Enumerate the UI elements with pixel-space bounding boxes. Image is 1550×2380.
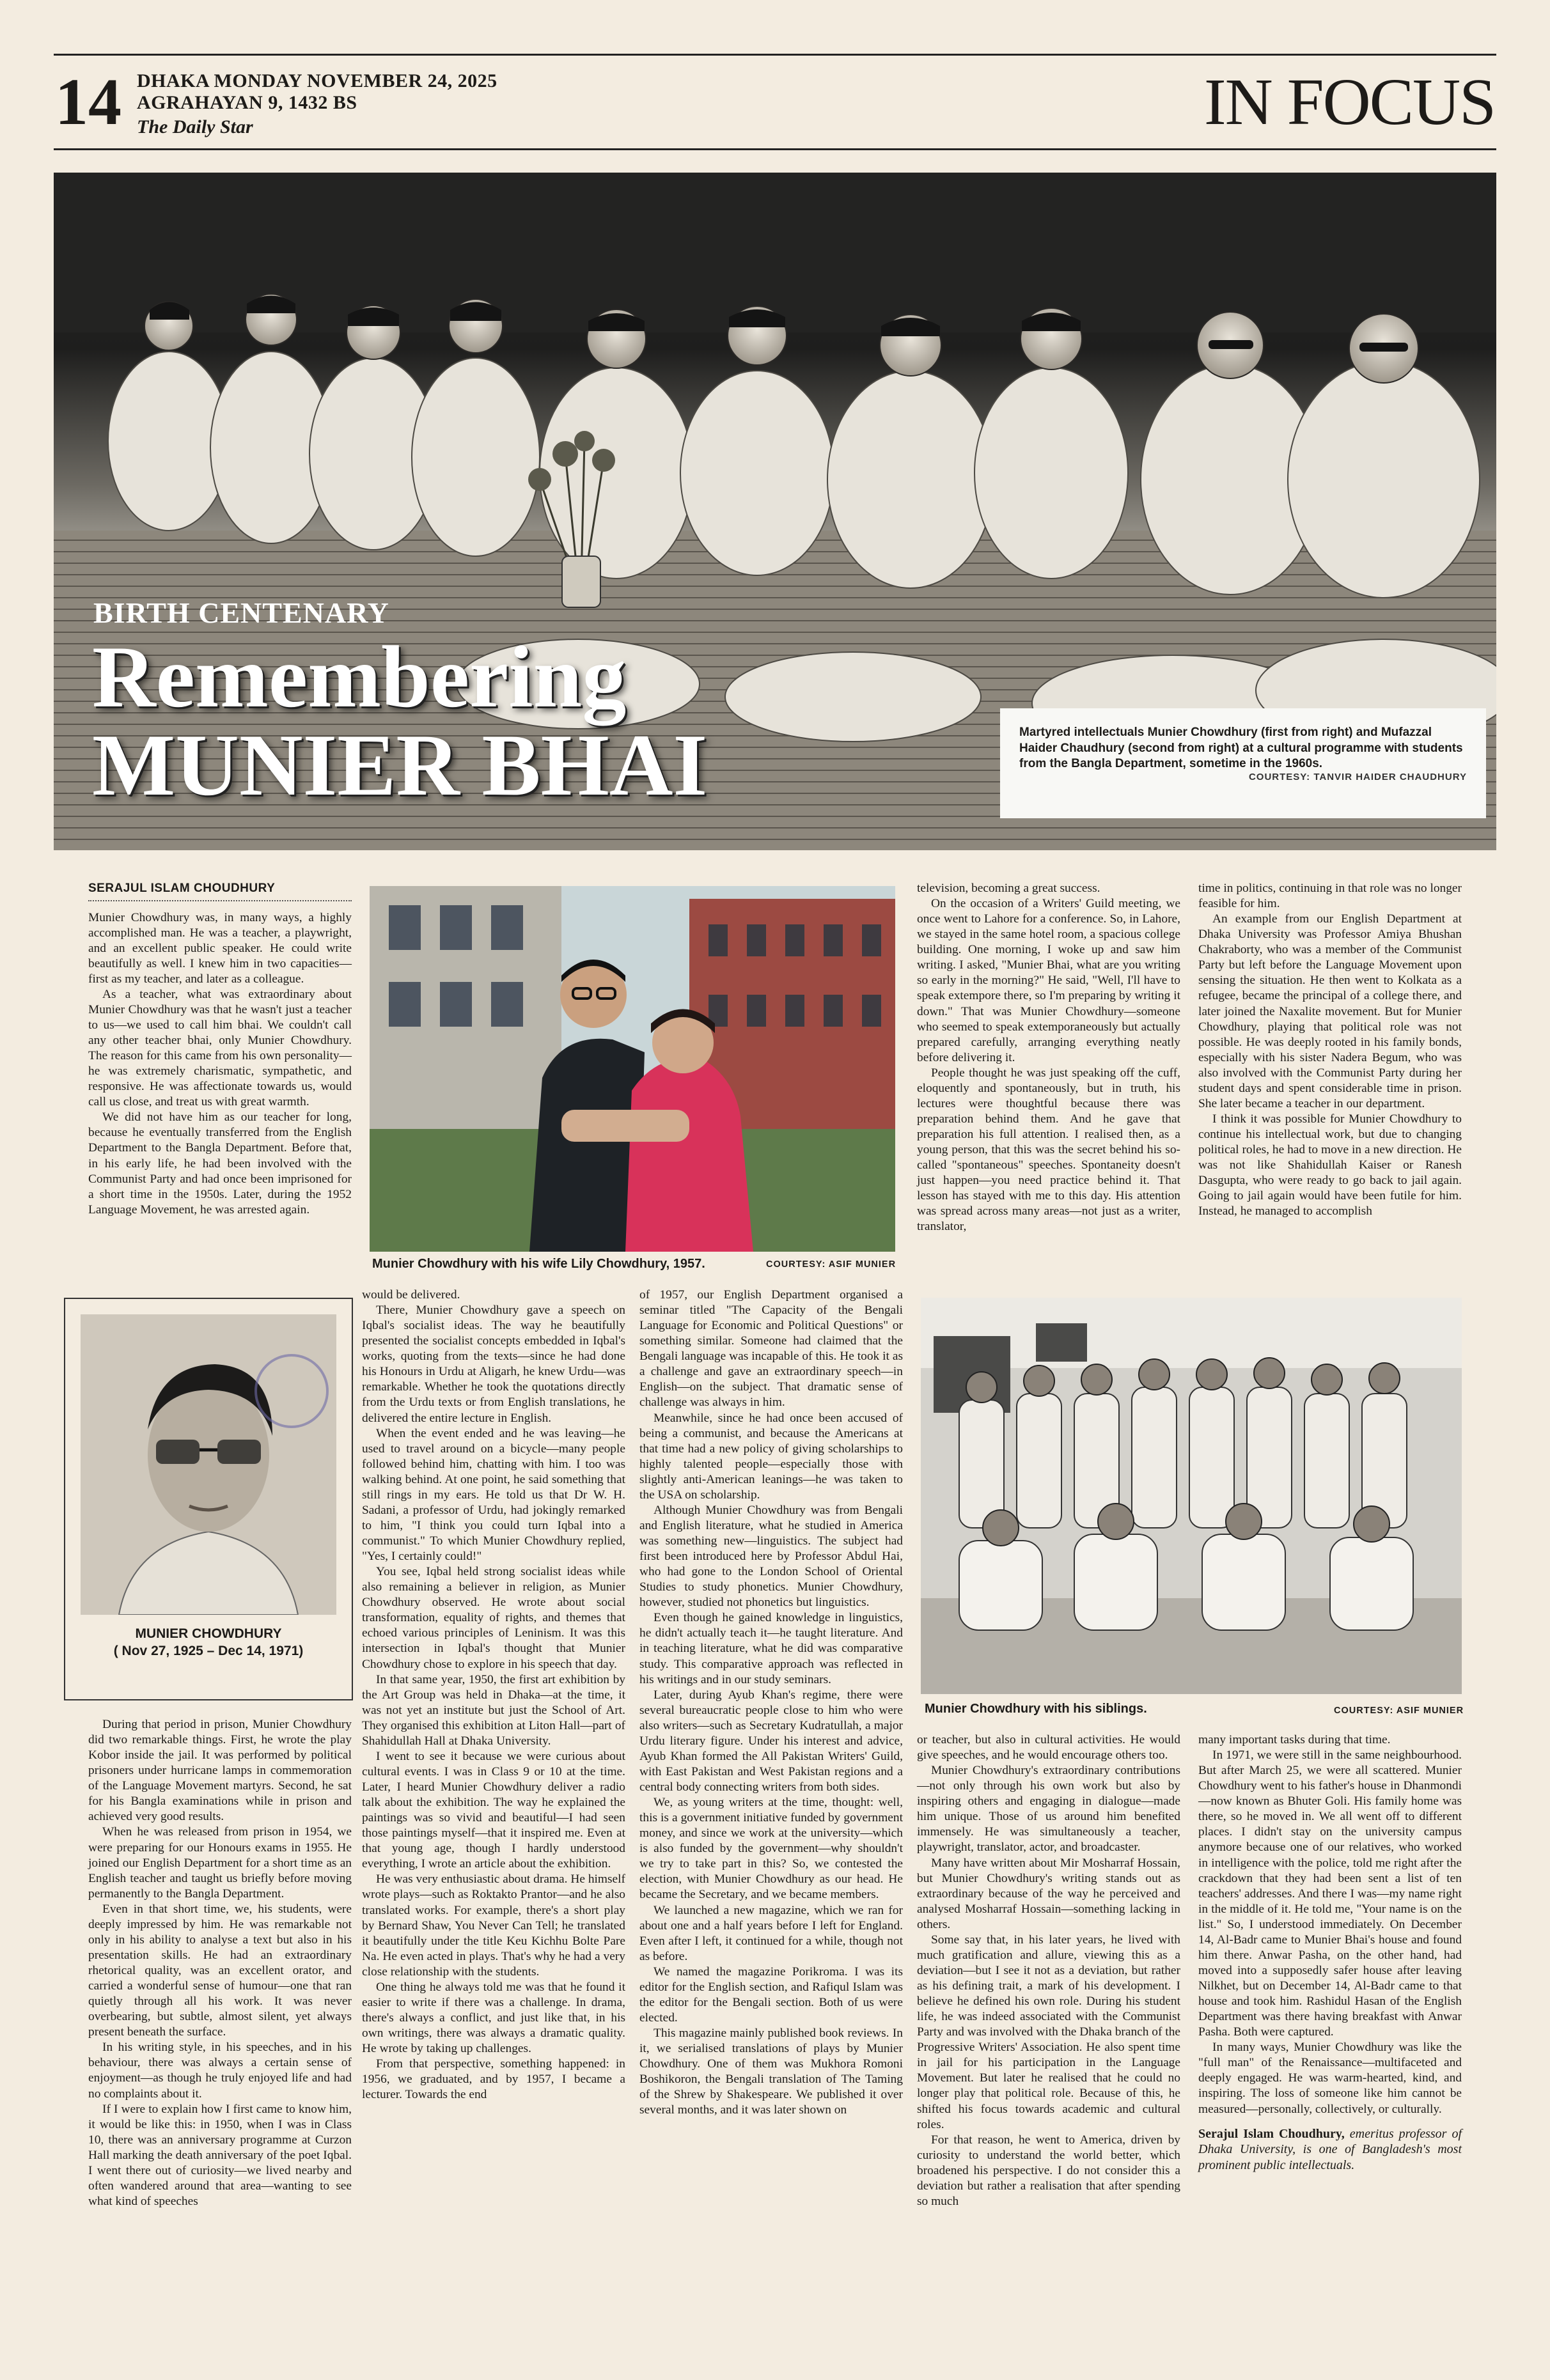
paragraph: We did not have him as our teacher for long, because he eventually transferred from the English Department to the Bangla Department. Before that, in his early life, he had been involved with the Communist Party and had once been imprisoned for a short time in the 1950s. Later, during the 1952 Language Movement, he was arrested again. [88, 1110, 352, 1217]
paragraph: We, as young writers at the time, thought: well, this is a government initiative funded by government money, and since we work at the university—which is also funded by the government—why shouldn't we try to take part in this? So, we contested the election, with Munier Chowdhury as our head. He became the Secretary, and we became members. [639, 1796, 903, 1902]
paragraph: Many have written about Mir Mosharraf Hossain, but Munier Chowdhury's writing stands out as extraordinary because of the way he perceived and analysed Mosharraf Hossain—something lacking in others. [917, 1856, 1180, 1931]
siblings-photo [921, 1298, 1462, 1694]
hero-photo [54, 173, 1496, 850]
paragraph: of 1957, our English Department organised a seminar titled "The Capacity of the Bengali Language for Economic and Political Questions" or something similar. Someone had claimed that the Bengali language was incapable of this. He took it as a challenge and gave an extraordinary speech—in English—on the subject. That dramatic sense of challenge was always in him. [639, 1288, 903, 1410]
paragraph: We launched a new magazine, which we ran for about one and a half years before I left for England. Even after I left, it continued for a while, though not as before. [639, 1903, 903, 1963]
paragraph: would be delivered. [362, 1288, 460, 1302]
paragraph: I went to see it because we were curious about cultural events. I was in Class 9 or 10 at the time. Later, I heard Munier Chowdhury deliver a radio talk about the exhibition. The way he explained the paintings was so vivid and beautiful—I had seen those paintings myself—that it inspired me. Even at that young age, though I hardly understood everything, I wrote an article about the exhibition. [362, 1749, 625, 1871]
paragraph: television, becoming a great success. [917, 882, 1100, 895]
paragraph: During that period in prison, Munier Chowdhury did two remarkable things. First, he wrote the play Kobor inside the jail. It was performed by political prisoners under hurricane lamps in commemoration of the Language Movement martyrs. Second, he sat for his Bangla examinations while in prison and achieved very good results. [88, 1718, 352, 1824]
paragraph: I think it was possible for Munier Chowdhury to continue his intellectual work, but due to changing political roles, he had to move in a new direction. He was not like Shahidullah Kaiser or Ranesh Dasgupta, who were ready to go back to jail again. Going to jail again would have been futile for him. Instead, he managed to accomplish [1198, 1112, 1462, 1218]
siblings-photo-illustration [921, 1298, 1462, 1694]
headline [92, 628, 708, 814]
author-bio: emeritus professor of Dhaka University, is one of Bangladesh's most prominent public intellectuals. [1198, 2126, 1462, 2173]
bangla-date: AGRAHAYAN 9, 1432 BS [137, 92, 357, 113]
paragraph: He was very enthusiastic about drama. He himself wrote plays—such as Roktakto Prantor—and he also translated works. For example, there's a short play by Bernard Shaw, You Never Can Tell; he translated it beautifully under the title Keu Kichhu Bolte Pare Na. He even acted in plays. That's why he had a very close relationship with the students. [362, 1872, 625, 1979]
headline-line-2: MUNIER BHAI [92, 716, 708, 814]
masthead-rule [54, 148, 1496, 150]
column-5-bottom [1198, 1732, 1462, 2174]
kicker: BIRTH CENTENARY [93, 596, 389, 629]
wife-photo-illustration [370, 886, 895, 1252]
paragraph: or teacher, but also in cultural activities. He would give speeches, and he would encourage others too. [917, 1733, 1180, 1762]
portrait-caption [65, 1625, 352, 1660]
hero-caption-box [1000, 708, 1486, 818]
paragraph: In his writing style, in his speeches, and in his behaviour, there was always a certain sense of enjoyment—as though he truly enjoyed life and had no complaints about it. [88, 2041, 352, 2101]
paragraph: There, Munier Chowdhury gave a speech on Iqbal's socialist ideas. The way he beautifully presented the socialist concepts embedded in Iqbal's works, quoting from the texts—since he had done his Honours in Urdu at Aligarh, he knew Urdu—was remarkable. Whether he took the quotations directly from the Urdu texts or from English translations, he delivered the entire lecture in English. [362, 1303, 625, 1425]
column-4-bottom [917, 1732, 1180, 2209]
column-2 [362, 1287, 625, 2103]
paragraph: We named the magazine Porikroma. I was its editor for the English section, and Rafiqul Islam was the editor for the Bengali section. Both of us were elected. [639, 1964, 903, 2025]
paragraph: In many ways, Munier Chowdhury was like the "full man" of the Renaissance—multifaceted and deeply engaged. He was warm-hearted, kind, and inspiring. The loss of someone like him cannot be measured—personally, collectively, or culturally. [1198, 2041, 1462, 2116]
paragraph: If I were to explain how I first came to know him, it would be like this: in 1950, when I was in Class 10, there was an anniversary programme at Curzon Hall marking the death anniversary of the poet Iqbal. I went there out of curiosity—we lived nearby and often wandered around that area—wanting to see what kind of speeches [88, 2102, 352, 2208]
wife-photo [370, 886, 895, 1252]
column-4-top [917, 881, 1180, 1234]
paragraph: As a teacher, what was extraordinary about Munier Chowdhury was that he wasn't just a teacher to us—we used to call him bhai. We couldn't call any other teacher bhai, only Munier Chowdhury. The reason for this came from his own personality—he was extremely charismatic, sympathetic, and responsive. He was affectionate towards us, would call us close, and treat us with great warmth. [88, 987, 352, 1109]
wife-photo-credit: COURTESY: ASIF MUNIER [766, 1259, 896, 1270]
byline: SERAJUL ISLAM CHOUDHURY [88, 881, 352, 901]
column-5-top [1198, 881, 1462, 1219]
paper-name: The Daily Star [137, 116, 253, 137]
portrait-name: MUNIER CHOWDHURY [135, 1626, 282, 1641]
paragraph: For that reason, he went to America, driven by curiosity to understand the world better, which broadened his perspective. I do not consider this a deviation but rather a realisation that after spending so much [917, 2133, 1180, 2208]
wife-photo-caption: Munier Chowdhury with his wife Lily Chowdhury, 1957. [372, 1257, 705, 1271]
paragraph: Munier Chowdhury's extraordinary contributions—not only through his own work but also by inspiring others and engaging in dialogue—made him unique. Those of us around him benefited immensely. He was simultaneously a teacher, playwright, translator, actor, and broadcaster. [917, 1764, 1180, 1855]
paragraph: Meanwhile, since he had once been accused of being a communist, and because the Americans at that time had a new policy of giving scholarships to highly talented people—especially those with slightly anti-American leanings—he was taken to the USA on scholarship. [639, 1411, 903, 1502]
paragraph: Munier Chowdhury was, in many ways, a highly accomplished man. He was a teacher, a playwright, and an excellent public speaker. He could write beautifully as well. I knew him in two capacities—first as my teacher, and later as a colleague. [88, 910, 352, 986]
paragraph: In that same year, 1950, the first art exhibition by the Art Group was held in Dhaka—at the time, it was not yet an institute but just the School of Art. They organised this exhibition at Liton Hall—part of Shahidullah Hall at Dhaka University. [362, 1672, 625, 1748]
paragraph: Later, during Ayub Khan's regime, there were several bureaucratic people close to him who were also writers—such as Secretary Kudratullah, a major Urdu literary figure. Under his interest and advice, Ayub Khan formed the All Pakistan Writers' Guild, with East Pakistan and West Pakistan regions and a central body connecting writers from both sides. [639, 1688, 903, 1794]
paragraph: Even though he gained knowledge in linguistics, he didn't actually teach it—he taught literature. And in teaching literature, what he did was comparative study. This comparative approach was reflected in his writings and in our study seminars. [639, 1611, 903, 1686]
paragraph: People thought he was just speaking off the cuff, eloquently and spontaneously, but in truth, his lectures were thoughtful because there was preparation behind them. And he gave that preparation his full attention. I realised then, as a young person, that this was the secret behind his so-called "spontaneous" speeches. Spontaneity doesn't just happen—you need practice behind it. That lesson has stayed with me to this day. His attention was spread across many areas—not just as a writer, translator, [917, 1066, 1180, 1234]
paragraph: Some say that, in his later years, he lived with much gratification and allure, viewing this as a deviation—but I see it not as a deviation, but rather as his defining trait, a mark of his development. I believe he defined his own role. During his student life, he was indeed associated with the Communist Party and was involved with the Dhaka branch of the Progressive Writers' Association. He also spent time in jail for his participation in the Language Movement. But later he realised that he could no longer play that political role. Because of this, he shifted his focus towards academic and cultural roles. [917, 1933, 1180, 2131]
paragraph: In 1971, we were still in the same neighbourhood. But after March 25, we were all scattered. Munier Chowdhury went to his father's house in Dhanmondi—now known as Bhuter Goli. His family home was there, so he moved in. We all went off to different places. I didn't stay on the university campus anymore because one of our relatives, who worked in intelligence with the police, told me right after the crackdown that they had been sent a list of ten teachers' addresses. And there I was—my name right in the middle of it. He told me, "Your name is on the list." So, I understood immediately. On December 14, Al-Badr came to Munier Bhai's house and found him there. Anwar Pasha, on the other hand, had moved into a supposedly safer house after leaving Nilkhet, but on December 14, Al-Badr came to that house and took him. Rashidul Hasan of the English Department was there having breakfast with Anwar Pasha. Both were captured. [1198, 1748, 1462, 2039]
column-1-bottom [88, 1717, 352, 2209]
hero-caption: Martyred intellectuals Munier Chowdhury (first from right) and Mufazzal Haider Chaudhury (second from right) at a cultural programme with students from the Bangla Department, sometime in the 1960s. [1019, 726, 1463, 771]
top-rule [54, 54, 1496, 56]
paragraph: When the event ended and he was leaving—he used to travel around on a bicycle—many people followed behind him, chatting with him. I too was walking behind. At one point, he said something that still rings in my ears. He told us that Dr W. H. Sadani, a professor of Urdu, had jokingly remarked to him, "I think you could turn Iqbal into a communist." To which Munier Chowdhury replied, "Yes, I certainly could!" [362, 1426, 625, 1564]
paragraph: This magazine mainly published book reviews. In it, we serialised translations of plays by Munier Chowdhury. One of them was Mukhora Romoni Boshikoron, the Bengali translation of The Taming of the Shrew by Shakespeare. We published it over several months, and it was later shown on [639, 2026, 903, 2117]
author-name: Serajul Islam Choudhury, [1198, 2126, 1345, 2141]
paragraph: An example from our English Department at Dhaka University was Professor Amiya Bhushan Chakraborty, who was a member of the Communist Party but left before the Language Movement upon sensing the situation. He then went to Kolkata as a refugee, became the principal of a college there, and later joined the Naxalite movement. But for Munier Chowdhury, playing that political role was not possible. He was deeply rooted in his family bonds, especially with his sister Nadera Begum, who was also involved with the Communist Party during her student days and spent considerable time in prison. She later became a teacher in our department. [1198, 912, 1462, 1110]
headline-line-1: Remembering [92, 628, 627, 726]
paragraph: Although Munier Chowdhury was from Bengali and English literature, what he studied in America was something new—linguistics. The subject had first been introduced here by Professor Abdul Hai, who had gone to the London School of Oriental Studies to study phonetics. Munier Chowdhury, however, studied not phonetics but linguistics. [639, 1503, 903, 1610]
column-3 [639, 1287, 903, 2118]
paragraph: On the occasion of a Writers' Guild meeting, we once went to Lahore for a conference. So, in Lahore, we stayed in the same hotel room, a spacious college building. One morning, I woke up and saw him writing. I asked, "Munier Bhai, what are you writing so early in the morning?" He said, "Well, I'll have to speak extempore there, so I'm preparing by writing it down." That was Munier Chowdhury—someone who seemed to speak extemporaneously but actually prepared carefully, arranging everything neatly before delivering it. [917, 897, 1180, 1064]
siblings-photo-caption: Munier Chowdhury with his siblings. [925, 1702, 1147, 1716]
paragraph: You see, Iqbal held strong socialist ideas while also remaining a believer in religion, as Munier Chowdhury observed. He wrote about social transformation, equality of rights, and themes that echoed various principles of Leninism. It was this intersection in Iqbal's thought that Munier Chowdhury chose to explore in his speech that day. [362, 1565, 625, 1671]
dateline: DHAKA MONDAY NOVEMBER 24, 2025 [137, 70, 497, 91]
portrait-box [64, 1298, 353, 1700]
paragraph: One thing he always told me was that he found it easier to write if there was a challenge. In drama, there's always a conflict, and just like that, in his own writings, there was always a dramatic quality. He wrote by taking up challenges. [362, 1980, 625, 2056]
paragraph: From that perspective, something happened: in 1956, we graduated, and by 1957, I became a lecturer. Towards the end [362, 2057, 625, 2102]
section-title: IN FOCUS [1204, 65, 1495, 139]
siblings-photo-credit: COURTESY: ASIF MUNIER [1334, 1706, 1464, 1716]
portrait-photo [81, 1314, 336, 1615]
author-note [1198, 2126, 1462, 2174]
page-number: 14 [55, 65, 121, 139]
portrait-illustration [81, 1314, 336, 1615]
paragraph: When he was released from prison in 1954, we were preparing for our Honours exams in 1955. He joined our English Department for a short time as an English teacher and taught us briefly before moving permanently to the Bangla Department. [88, 1825, 352, 1901]
column-1-top [88, 881, 352, 1218]
portrait-dates: ( Nov 27, 1925 – Dec 14, 1971) [113, 1644, 304, 1659]
paragraph: Even in that short time, we, his students, were deeply impressed by him. He was remarkable not only in his ability to analyse a text but also in his presentation skills. He had an extraordinary rhetorical quality, was an excellent orator, and carried a wonderful sense of humour—one that ran quietly through all his work. It was never overbearing, but subtle, almost silent, yet always present beneath the surface. [88, 1902, 352, 2039]
paragraph: time in politics, continuing in that role was no longer feasible for him. [1198, 882, 1462, 911]
paragraph: many important tasks during that time. [1198, 1733, 1391, 1746]
hero-credit: COURTESY: TANVIR HAIDER CHAUDHURY [1248, 772, 1467, 783]
